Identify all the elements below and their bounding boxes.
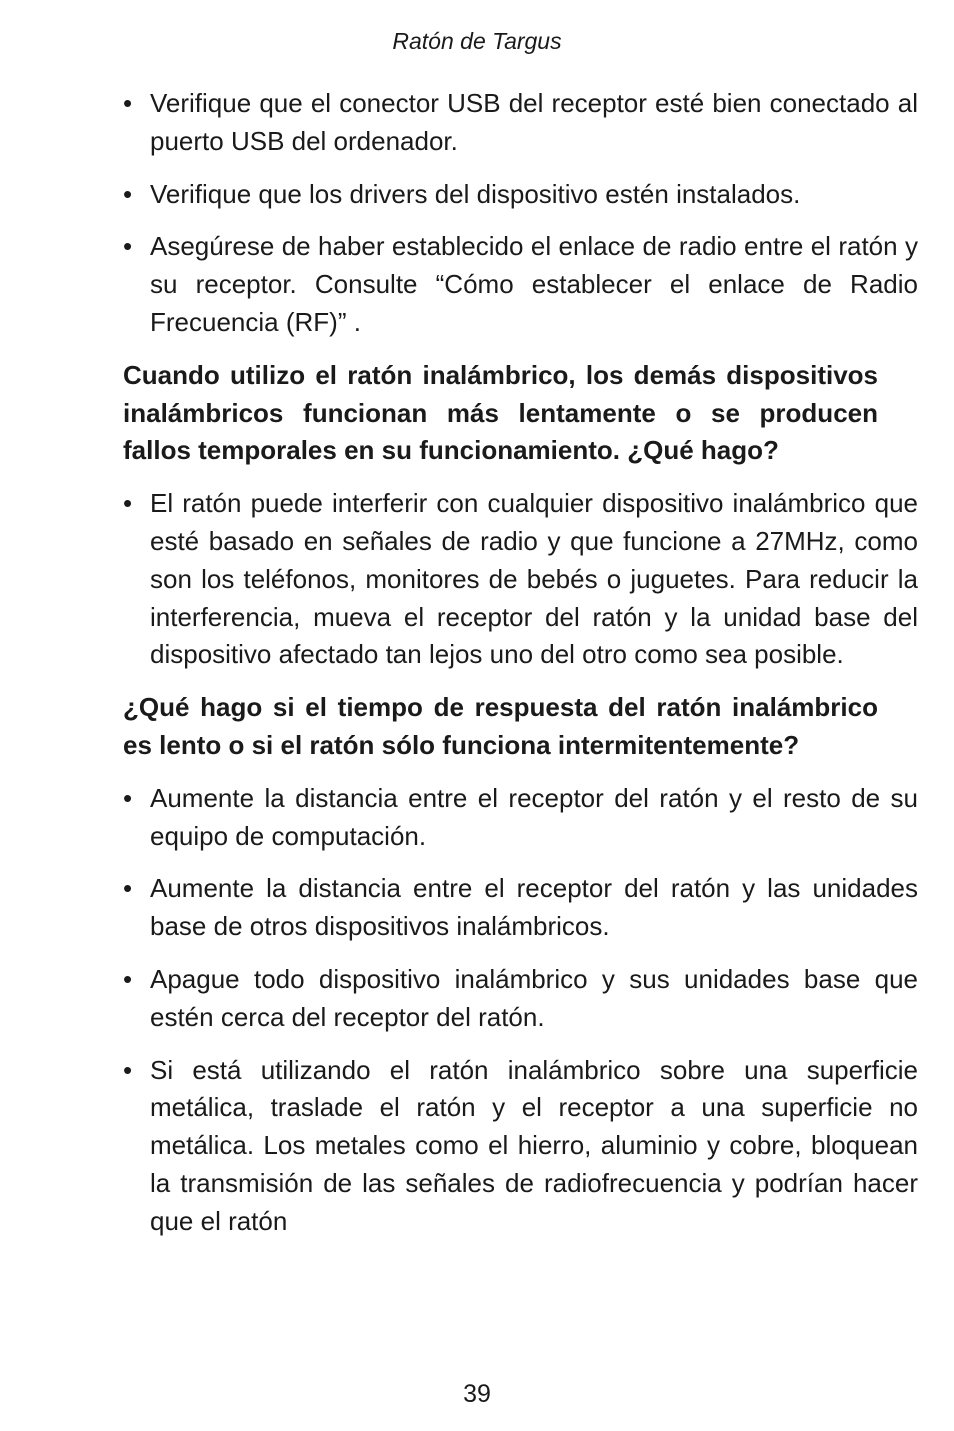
list-item-text: Verifique que el conector USB del receptor esté bien conectado al puerto USB del ordenador. <box>150 88 918 156</box>
running-header: Ratón de Targus <box>392 28 562 54</box>
list-item-text: Si está utilizando el ratón inalámbrico sobre una superficie metálica, traslade el ratón y el receptor a una superficie no metálica. Los metales como el hierro, aluminio y cobre, bloquean la transmisión de las señales de radiofrecuencia y podrían hacer que el ratón <box>150 1054 918 1236</box>
page-body <box>123 85 918 1256</box>
list-item-text: Asegúrese de haber establecido el enlace de radio entre el ratón y su receptor. Consulte “Cómo establecer el enlace de Radio Frecuencia (RF)” . <box>150 231 918 337</box>
question-heading-response-time: ¿Qué hago si el tiempo de respuesta del ratón inalámbrico es lento o si el ratón sólo funciona intermitentemente? <box>123 692 878 760</box>
list-item <box>123 1052 918 1241</box>
list-item-text: Aumente la distancia entre el receptor del ratón y las unidades base de otros dispositivos inalámbricos. <box>150 873 918 942</box>
bullet-list-usb-checks <box>123 85 918 342</box>
list-item <box>123 870 918 946</box>
list-item <box>123 780 918 856</box>
list-item <box>123 228 918 341</box>
bullet-icon: • <box>123 782 133 813</box>
bullet-icon: • <box>123 178 133 209</box>
bullet-list-response-time <box>123 780 918 1241</box>
list-item-text: El ratón puede interferir con cualquier dispositivo inalámbrico que esté basado en señales de radio y que funcione a 27MHz, como son los teléfonos, monitores de bebés o juguetes. Para reducir la interferencia, mueva el receptor del ratón y la unidad base del dispositivo afectado tan lejos uno del otro como sea posible. <box>150 488 918 670</box>
bullet-icon: • <box>123 488 133 519</box>
list-item <box>123 85 918 161</box>
bullet-list-interference <box>123 485 918 674</box>
list-item <box>123 176 918 214</box>
bullet-icon: • <box>123 231 133 262</box>
question-heading-interference: Cuando utilizo el ratón inalámbrico, los demás dispositivos inalámbricos funcionan más lentamente o se producen fallos temporales en su funcionamiento. ¿Qué hago? <box>123 359 878 466</box>
list-item <box>123 961 918 1037</box>
bullet-icon: • <box>123 88 133 118</box>
list-item-text: Apague todo dispositivo inalámbrico y sus unidades base que estén cerca del receptor del ratón. <box>150 963 918 1032</box>
bullet-icon: • <box>123 963 133 994</box>
page-number: 39 <box>463 1380 491 1408</box>
list-item-text: Aumente la distancia entre el receptor del ratón y el resto de su equipo de computación. <box>150 782 918 851</box>
list-item <box>123 485 918 674</box>
list-item-text: Verifique que los drivers del dispositivo estén instalados. <box>150 178 801 209</box>
bullet-icon: • <box>123 873 133 904</box>
bullet-icon: • <box>123 1054 133 1085</box>
